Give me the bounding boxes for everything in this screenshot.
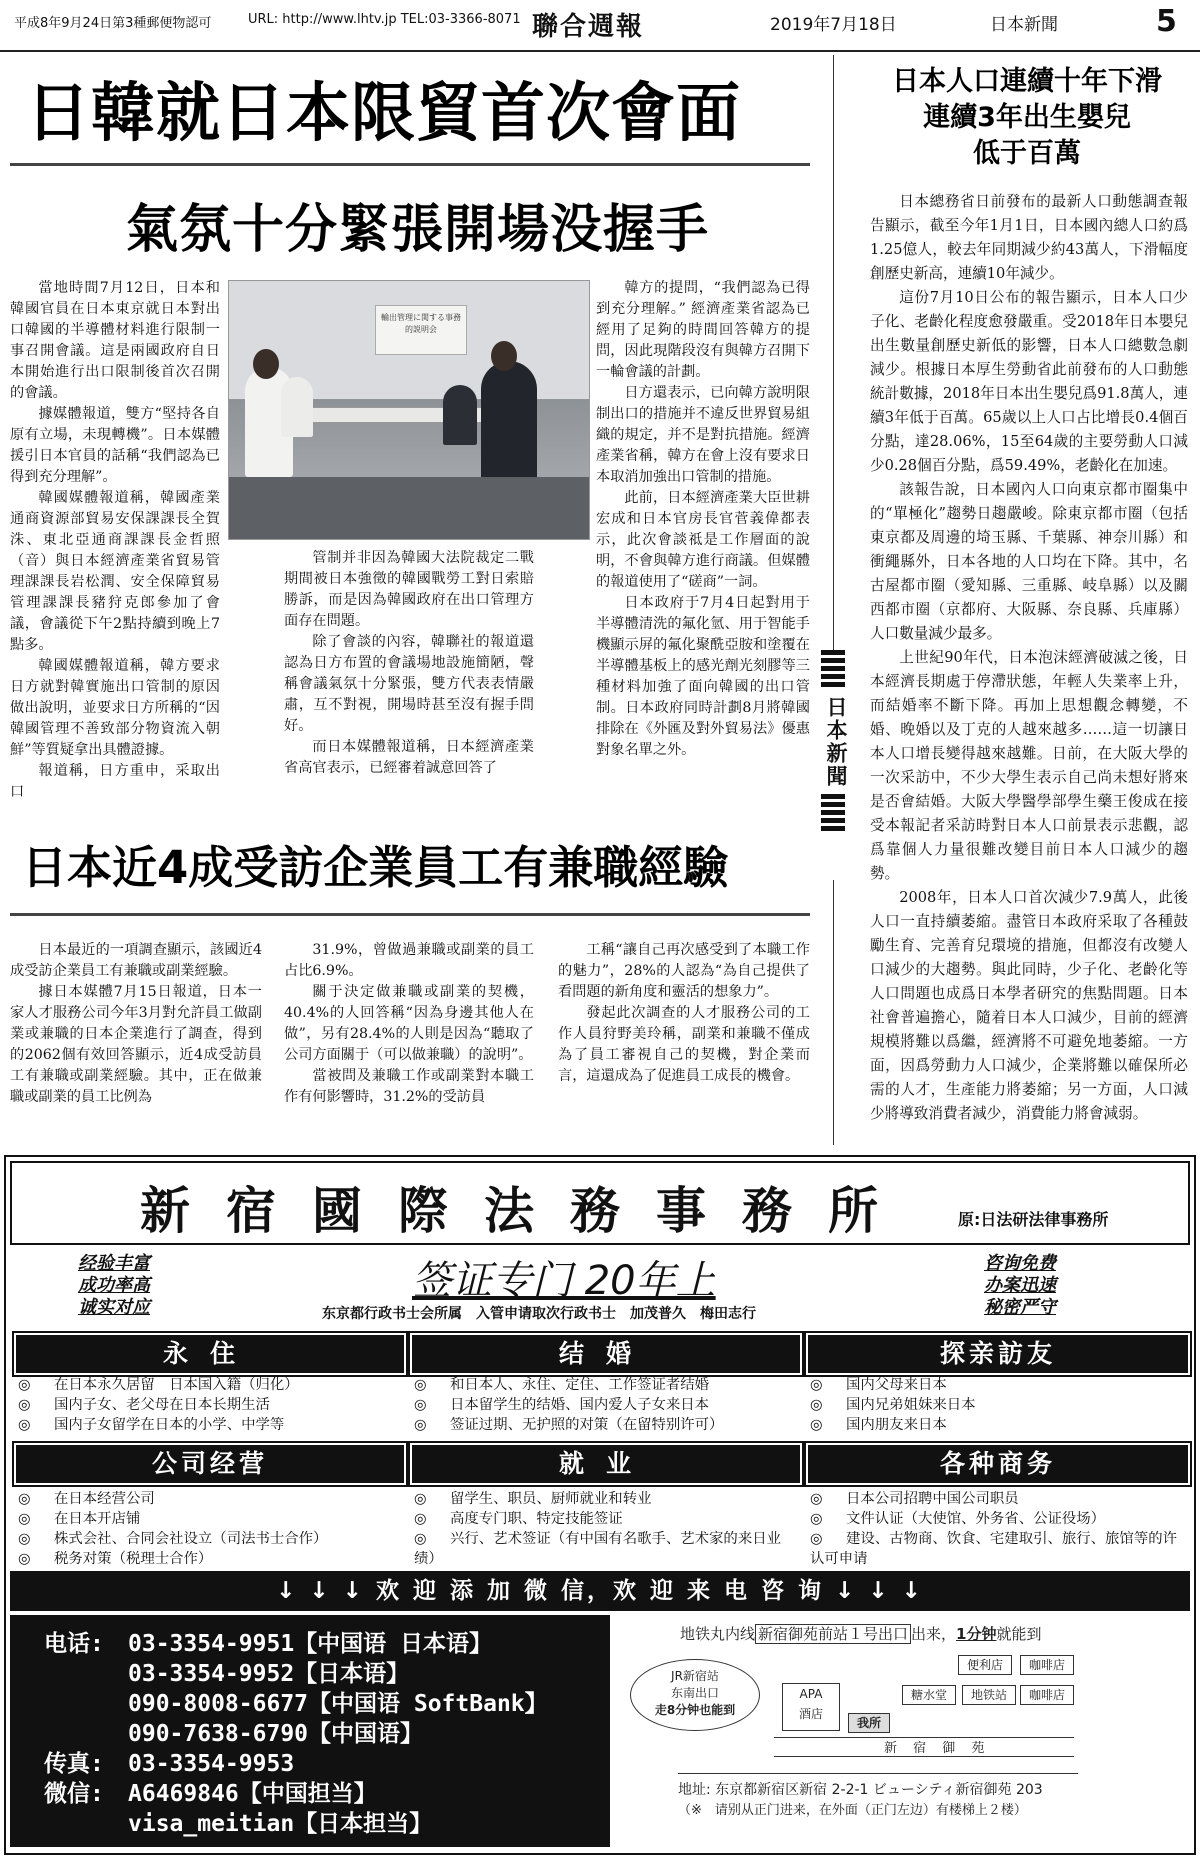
fax-label: 传真: bbox=[44, 1751, 104, 1777]
section-name: 日本新聞 bbox=[990, 15, 1058, 35]
paragraph: 管制并非因為韓國大法院裁定二戰期間被日本強徵的韓國戰勞工對日索賠勝訴，而是因為韓國政府在出口管理方面存在問題。 bbox=[284, 550, 534, 629]
category-permanent-residence: 永住 bbox=[14, 1333, 406, 1375]
directions-text: 出来， bbox=[911, 1625, 957, 1643]
former-name: 原:日法研法律事務所 bbox=[958, 1210, 1109, 1229]
list-item bbox=[414, 1415, 802, 1435]
list-item bbox=[414, 1529, 794, 1569]
welcome-bar: ↓ ↓ ↓ 欢 迎 添 加 微 信，欢 迎 来 电 咨 询 ↓ ↓ ↓ bbox=[10, 1571, 1190, 1611]
marriage-list bbox=[414, 1375, 802, 1435]
wechat-id[interactable]: visa_meitian【日本担当】 bbox=[128, 1811, 433, 1837]
carpet bbox=[229, 477, 589, 539]
bullet-icon: ◎ bbox=[810, 1531, 823, 1547]
paragraph: 2008年，日本人口首次減少7.9萬人，此後人口一直持續萎縮。盡管日本政府采取了各種鼓勵生育、完善育兒環境的措施，但都沒有改變人口減少的大趨勢。與此同時，少子化、老齡化等人口問題也成爲日本學者研究的焦點問題。日本社會普遍擔心，隨着日本人口減少，目前的經濟規模將難以爲繼，經濟將不可避免地萎縮。一方面，因爲勞動力人口減少，企業將難以確保所必需的人才，生產能力將萎縮；另一方面，人口減少將導致消費者減少，消費能力將會減弱。 bbox=[870, 889, 1188, 1122]
bubble-text: 东南出口 bbox=[670, 1686, 719, 1700]
paragraph: 上世紀90年代，日本泡沫經濟破滅之後，日本經濟長期處于停滯狀態，年輕人失業率上升，而結婚率不斷下降。再加上思想觀念轉變，不婚、晚婚以及丁克的人越來越多……這一切讓日本人口增長變得越來越難。日前，在大阪大學的一次采訪中，不少大學生表示自己尚未想好將來是否會結婚。大阪大學醫學部學生藥王俊成在接受本報記者采訪時對日本人口前景表示悲觀，認爲靠個人力量很難改變目前日本人口減少的趨勢。 bbox=[870, 649, 1188, 882]
family-visit-list bbox=[810, 1375, 1190, 1435]
list-item bbox=[810, 1395, 1190, 1415]
url-line: URL: http://www.lhtv.jp TEL:03-3366-8071 bbox=[248, 12, 521, 27]
sidebar-title-line: 日本人口連續十年下滑 bbox=[892, 66, 1162, 97]
jr-station-bubble bbox=[630, 1659, 760, 1731]
meeting-sign: 輸出管理に関する事務的説明会 bbox=[375, 305, 467, 355]
right-slogans bbox=[984, 1253, 1056, 1319]
sidebar-title-line: 低于百萬 bbox=[973, 138, 1081, 169]
person-head-2 bbox=[491, 341, 517, 371]
category-business-licenses: 各种商务 bbox=[806, 1443, 1190, 1485]
entrance-note: （※ 请别从正门进来，在外面（正门左边）有楼梯上２楼） bbox=[678, 1803, 1027, 1818]
article2-col1 bbox=[10, 940, 262, 1108]
paragraph: 而日本媒體報道稱，日本經濟產業省高官表示，已經審着誠意回答了 bbox=[284, 739, 534, 776]
issue-date: 2019年7月18日 bbox=[770, 15, 897, 35]
item-text: 高度专门职、特定技能签证 bbox=[450, 1511, 623, 1527]
firm-name: 新宿國際法務事務所 bbox=[140, 1181, 914, 1240]
list-item bbox=[18, 1489, 406, 1509]
bullet-icon: ◎ bbox=[18, 1397, 31, 1413]
sidebar-title-line: 連續3年出生嬰兒 bbox=[923, 102, 1131, 133]
list-item bbox=[414, 1509, 794, 1529]
directions-text: 地铁丸内线 bbox=[680, 1625, 756, 1643]
left-slogans bbox=[78, 1253, 150, 1319]
paragraph: 據媒體報道，雙方“堅持各自原有立場，未現轉機”。日本媒體援引日本官員的話稱“我們認為已得到充分理解”。 bbox=[10, 406, 220, 485]
bullet-icon: ◎ bbox=[414, 1417, 427, 1433]
address: 地址: 东京都新宿区新宿 2-2-1 ビューシティ新宿御苑 203 bbox=[678, 1782, 1043, 1798]
paragraph: 韓方的提問，“我們認為已得到充分理解。” 經濟產業省認為已經用了足夠的時間回答韓方的提問，因此現階段沒有與韓方召開下一輪會議的計劃。 bbox=[596, 280, 810, 380]
side-label-text: 日本新聞 bbox=[824, 696, 848, 788]
bullet-icon: ◎ bbox=[414, 1491, 427, 1507]
convenience-store: 便利店 bbox=[958, 1655, 1012, 1675]
bullet-icon: ◎ bbox=[18, 1511, 31, 1527]
item-text: 国内朋友来日本 bbox=[846, 1417, 947, 1433]
map-rule bbox=[678, 1773, 1078, 1774]
law-office-ad bbox=[4, 1155, 1196, 1855]
permanent-residence-list bbox=[18, 1375, 406, 1435]
list-item bbox=[18, 1415, 406, 1435]
bullet-icon: ◎ bbox=[810, 1491, 823, 1507]
item-text: 文件认证（大使馆、外务省、公证役场） bbox=[846, 1511, 1106, 1527]
list-item bbox=[414, 1489, 794, 1509]
employment-list bbox=[414, 1489, 794, 1569]
map-directions bbox=[680, 1623, 1042, 1644]
list-item bbox=[414, 1395, 802, 1415]
item-text: 日本留学生的结婚、国内爱人子女来日本 bbox=[450, 1397, 710, 1413]
tel-number[interactable]: 090-8008-6677【中国语 SoftBank】 bbox=[128, 1691, 548, 1717]
list-item bbox=[414, 1375, 802, 1395]
article2-col2 bbox=[284, 940, 534, 1108]
sidebar-title bbox=[862, 64, 1192, 172]
list-item bbox=[18, 1549, 406, 1569]
item-text: 在日本经营公司 bbox=[54, 1491, 155, 1507]
slogan: 成功率高 bbox=[78, 1275, 150, 1296]
slogan: 诚实对应 bbox=[78, 1297, 150, 1318]
category-business-management: 公司经营 bbox=[14, 1443, 406, 1485]
slogan: 经验丰富 bbox=[78, 1253, 150, 1274]
person-white-shirt-2 bbox=[281, 377, 313, 437]
paragraph: 工稱“讓自己再次感受到了本職工作的魅力”，28%的人認為“為自己提供了看問題的新角度和靈活的想象力”。 bbox=[558, 942, 810, 1000]
list-item bbox=[810, 1509, 1186, 1529]
slogan: 咨询免费 bbox=[984, 1253, 1056, 1274]
side-section-label bbox=[821, 650, 848, 880]
item-text: 在日本永久居留 日本国入籍（归化） bbox=[54, 1377, 299, 1393]
bullet-icon: ◎ bbox=[810, 1417, 823, 1433]
fax-number: 03-3354-9953 bbox=[128, 1751, 295, 1777]
person-dark-suit bbox=[481, 361, 537, 491]
bullet-icon: ◎ bbox=[18, 1417, 31, 1433]
item-text: 国内父母来日本 bbox=[846, 1377, 947, 1393]
meeting-photo bbox=[228, 280, 590, 540]
paragraph: 韓國媒體報道稱，韓國產業通商資源部貿易安保課課長全賀洙、東北亞通商課課長金哲照（音）與日本經濟產業省貿易管理課課長岩松潤、安全保障貿易管理課課長豬狩克郎參加了會議，會議從下午2點持續到晚上7點多。 bbox=[10, 490, 220, 653]
paragraph: 日本總務省日前發布的最新人口動態調查報告顯示，截至今年1月1日，日本國內總人口約爲1.25億人，較去年同期減少約43萬人，下滑幅度創歷史新高，連續10年減少。 bbox=[870, 193, 1188, 282]
item-text: 签证过期、无护照的对策（在留特别许可） bbox=[450, 1417, 724, 1433]
paragraph: 當地時間7月12日，日本和韓國官員在日本東京就日本對出口韓國的半導體材料進行限制一事召開會議。這是兩國政府自日本開始進行出口限制後首次召開的會議。 bbox=[10, 280, 220, 401]
postal-permit: 平成8年9月24日第3種郵便物認可 bbox=[14, 16, 212, 31]
item-text: 兴行、艺术签证（有中国有名歌手、艺术家的来日业绩） bbox=[414, 1531, 781, 1567]
list-item bbox=[810, 1415, 1190, 1435]
item-text: 国内兄弟姐妹来日本 bbox=[846, 1397, 976, 1413]
list-item bbox=[810, 1375, 1190, 1395]
item-text: 建设、古物商、饮食、宅建取引、旅行、旅馆等的许认可申请 bbox=[810, 1531, 1177, 1567]
paragraph: 韓國媒體報道稱，韓方要求日方就對韓實施出口管制的原因做出說明，並要求日方所稱的“因韓國管理不善致部分物資流入朝鮮”等質疑拿出具體證據。 bbox=[10, 658, 220, 758]
page-header bbox=[0, 0, 1200, 52]
paragraph: 關于決定做兼職或副業的契機，40.4%的人回答稱“因為身邊其他人在做”，另有28.4%的人則是因為“聽取了公司方面關于（可以做兼職）的說明”。 bbox=[284, 984, 534, 1063]
page-number: 5 bbox=[1156, 4, 1177, 39]
business-licenses-list bbox=[810, 1489, 1186, 1569]
item-text: 和日本人、永住、定住、工作签证者结婚 bbox=[450, 1377, 710, 1393]
newspaper-name: 聯合週報 bbox=[532, 12, 645, 42]
bullet-icon: ◎ bbox=[414, 1377, 427, 1393]
person-head bbox=[253, 349, 279, 379]
category-marriage: 结婚 bbox=[410, 1333, 802, 1375]
bullet-icon: ◎ bbox=[18, 1491, 31, 1507]
category-family-visit: 探亲訪友 bbox=[806, 1333, 1190, 1375]
sidebar-body bbox=[870, 190, 1188, 1126]
article2-col3 bbox=[558, 940, 810, 1087]
paragraph: 日本最近的一項調查顯示，該國近4成受訪企業員工有兼職或副業經驗。 bbox=[10, 942, 262, 979]
list-item bbox=[18, 1375, 406, 1395]
paragraph: 這份7月10日公布的報告顯示，日本人口少子化、老齡化程度愈發嚴重。受2018年日本嬰兒出生數量創歷史新低的影響，日本人口總數急劇減少。根據日本厚生勞動省此前發布的人口動態統計數據，2018年日本出生嬰兒爲91.8萬人，連續3年低于百萬。65歲以上人口占比增長0.4個百分點，達28.06%，15至64歲的主要勞動人口減少0.28個百分點，爲59.49%，老齡化在加速。 bbox=[870, 289, 1188, 474]
bullet-icon: ◎ bbox=[18, 1551, 31, 1567]
shop-tongshuitang: 糖水堂 bbox=[902, 1685, 956, 1705]
bullet-icon: ◎ bbox=[810, 1511, 823, 1527]
title-rule bbox=[10, 163, 810, 166]
wechat-label: 微信: bbox=[44, 1781, 104, 1807]
tel-number[interactable]: 090-7638-6790【中国语】 bbox=[128, 1721, 424, 1747]
article1-col3 bbox=[596, 278, 810, 761]
column-divider bbox=[833, 55, 834, 1145]
item-text: 在日本开店铺 bbox=[54, 1511, 141, 1527]
bullet-icon: ◎ bbox=[810, 1377, 823, 1393]
item-text: 留学生、职员、厨师就业和转业 bbox=[450, 1491, 652, 1507]
list-item bbox=[810, 1529, 1186, 1569]
list-item bbox=[18, 1529, 406, 1549]
contact-block bbox=[10, 1615, 610, 1847]
access-map bbox=[614, 1615, 1190, 1847]
wechat-id[interactable]: A6469846【中国担当】 bbox=[128, 1781, 377, 1807]
article1-subtitle: 氣氛十分緊張開場没握手 bbox=[126, 200, 710, 260]
paragraph: 日方還表示，已向韓方說明限制出口的措施并不違反世界貿易組織的規定，并不是對抗措施。經濟產業省稱，韓方在會上沒有要求日本取消加強出口管制的措施。 bbox=[596, 385, 810, 485]
bubble-text: JR新宿站 bbox=[671, 1669, 719, 1683]
paragraph: 據日本媒體7月15日報道，日本一家人才服務公司今年3月對允許員工做副業或兼職的日本企業進行了調查，得到的2062個有效回答顯示，近4成受訪員工有兼職或副業經驗。其中，正在做兼職或副業的員工比例為 bbox=[10, 984, 262, 1105]
business-management-list bbox=[18, 1489, 406, 1569]
paragraph: 此前，日本經濟產業大臣世耕宏成和日本官房長官菅義偉都表示，此次會談祗是工作層面的說明，不會與韓方進行商議。但媒體的報道使用了“磋商”一詞。 bbox=[596, 490, 810, 590]
category-employment: 就业 bbox=[410, 1443, 802, 1485]
bullet-icon: ◎ bbox=[414, 1511, 427, 1527]
bullet-icon: ◎ bbox=[810, 1397, 823, 1413]
list-item bbox=[18, 1395, 406, 1415]
subway-station: 地铁站 bbox=[962, 1685, 1016, 1705]
item-text: 国内子女、老父母在日本长期生活 bbox=[54, 1397, 270, 1413]
slogan: 办案迅速 bbox=[984, 1275, 1056, 1296]
paragraph: 當被問及兼職工作或副業對本職工作有何影響時，31.2%的受訪員 bbox=[284, 1068, 534, 1105]
paragraph: 發起此次調查的人才服務公司的工作人員狩野美玲稱，副業和兼職不僅成為了員工審視自己的契機，對企業而言，這還成為了促進員工成長的機會。 bbox=[558, 1005, 810, 1084]
label-stripes bbox=[821, 794, 845, 834]
bullet-icon: ◎ bbox=[18, 1377, 31, 1393]
cafe: 咖啡店 bbox=[1020, 1685, 1074, 1705]
item-text: 税务对策（税理士合作） bbox=[54, 1551, 213, 1567]
tel-number[interactable]: 03-3354-9951【中国语 日本语】 bbox=[128, 1631, 493, 1657]
paragraph: 報道稱，日方重申，采取出口 bbox=[10, 763, 220, 800]
item-text: 国内子女留学在日本的小学、中学等 bbox=[54, 1417, 285, 1433]
item-text: 株式会社、合同会社设立（司法书士合作） bbox=[54, 1531, 328, 1547]
item-text: 日本公司招聘中国公司职员 bbox=[846, 1491, 1019, 1507]
directions-text: 就能到 bbox=[996, 1625, 1042, 1643]
list-item bbox=[810, 1489, 1186, 1509]
title-rule bbox=[10, 913, 810, 916]
bullet-icon: ◎ bbox=[414, 1397, 427, 1413]
bullet-icon: ◎ bbox=[18, 1531, 31, 1547]
article1-col2 bbox=[284, 548, 534, 779]
label-stripes bbox=[821, 650, 845, 690]
affiliation: 东京都行政书士会所属 入管申请取次行政书士 加茂普久 梅田志行 bbox=[322, 1306, 756, 1322]
tel-number[interactable]: 03-3354-9952【日本语】 bbox=[128, 1661, 410, 1687]
apa-hotel: APA 酒店 bbox=[782, 1683, 840, 1731]
firm-name-box bbox=[10, 1161, 1190, 1245]
article2-title: 日本近4成受訪企業員工有兼職經驗 bbox=[22, 841, 729, 894]
person-dark-suit-2 bbox=[443, 385, 477, 445]
station-exit: 新宿御苑前站１号出口 bbox=[755, 1624, 911, 1644]
paragraph: 日本政府于7月4日起對用于半導體清洗的氟化氫、用于智能手機顯示屏的氟化聚酰亞胺和塗覆在半導體基板上的感光劑光刻膠等三種材料加強了面向韓國的出口管制。日本政府同時計劃8月將韓國排除在《外匯及對外貿易法》優惠對象名單之外。 bbox=[596, 595, 810, 758]
street-name: 新 宿 御 苑 bbox=[884, 1741, 991, 1756]
visa-headline: 签证专门 20年上 bbox=[412, 1258, 716, 1304]
paragraph: 除了會談的內容，韓聯社的報道還認為日方布置的會議場地設施簡陋，聲稱會議氣氛十分緊張，雙方代表表情嚴肅，互不對視，開場時甚至沒有握手問好。 bbox=[284, 634, 534, 734]
bubble-text: 走8分钟也能到 bbox=[654, 1703, 736, 1717]
our-office: 我所 bbox=[848, 1713, 890, 1733]
bullet-icon: ◎ bbox=[414, 1531, 427, 1547]
article1-col1-top bbox=[10, 278, 220, 803]
paragraph: 該報告說，日本國內人口向東京都市圈集中的“單極化”趨勢日趨嚴峻。除東京都市圈（包括東京都及周邊的埼玉縣、千葉縣、神奈川縣）和衝繩縣外，日本各地的人口均在下降。其中，名古屋都市圈（愛知縣、三重縣、岐阜縣）以及關西都市圈（京都府、大阪縣、奈良縣、兵庫縣）人口數量減少最多。 bbox=[870, 481, 1188, 642]
list-item bbox=[18, 1509, 406, 1529]
article1-title: 日韓就日本限貿首次會面 bbox=[26, 77, 741, 151]
slogan: 秘密严守 bbox=[984, 1297, 1056, 1318]
tel-label: 电话: bbox=[44, 1631, 104, 1657]
walk-minutes: 1分钟 bbox=[956, 1625, 997, 1643]
paragraph: 31.9%，曾做過兼職或副業的員工占比6.9%。 bbox=[284, 942, 534, 979]
cafe: 咖啡店 bbox=[1020, 1655, 1074, 1675]
